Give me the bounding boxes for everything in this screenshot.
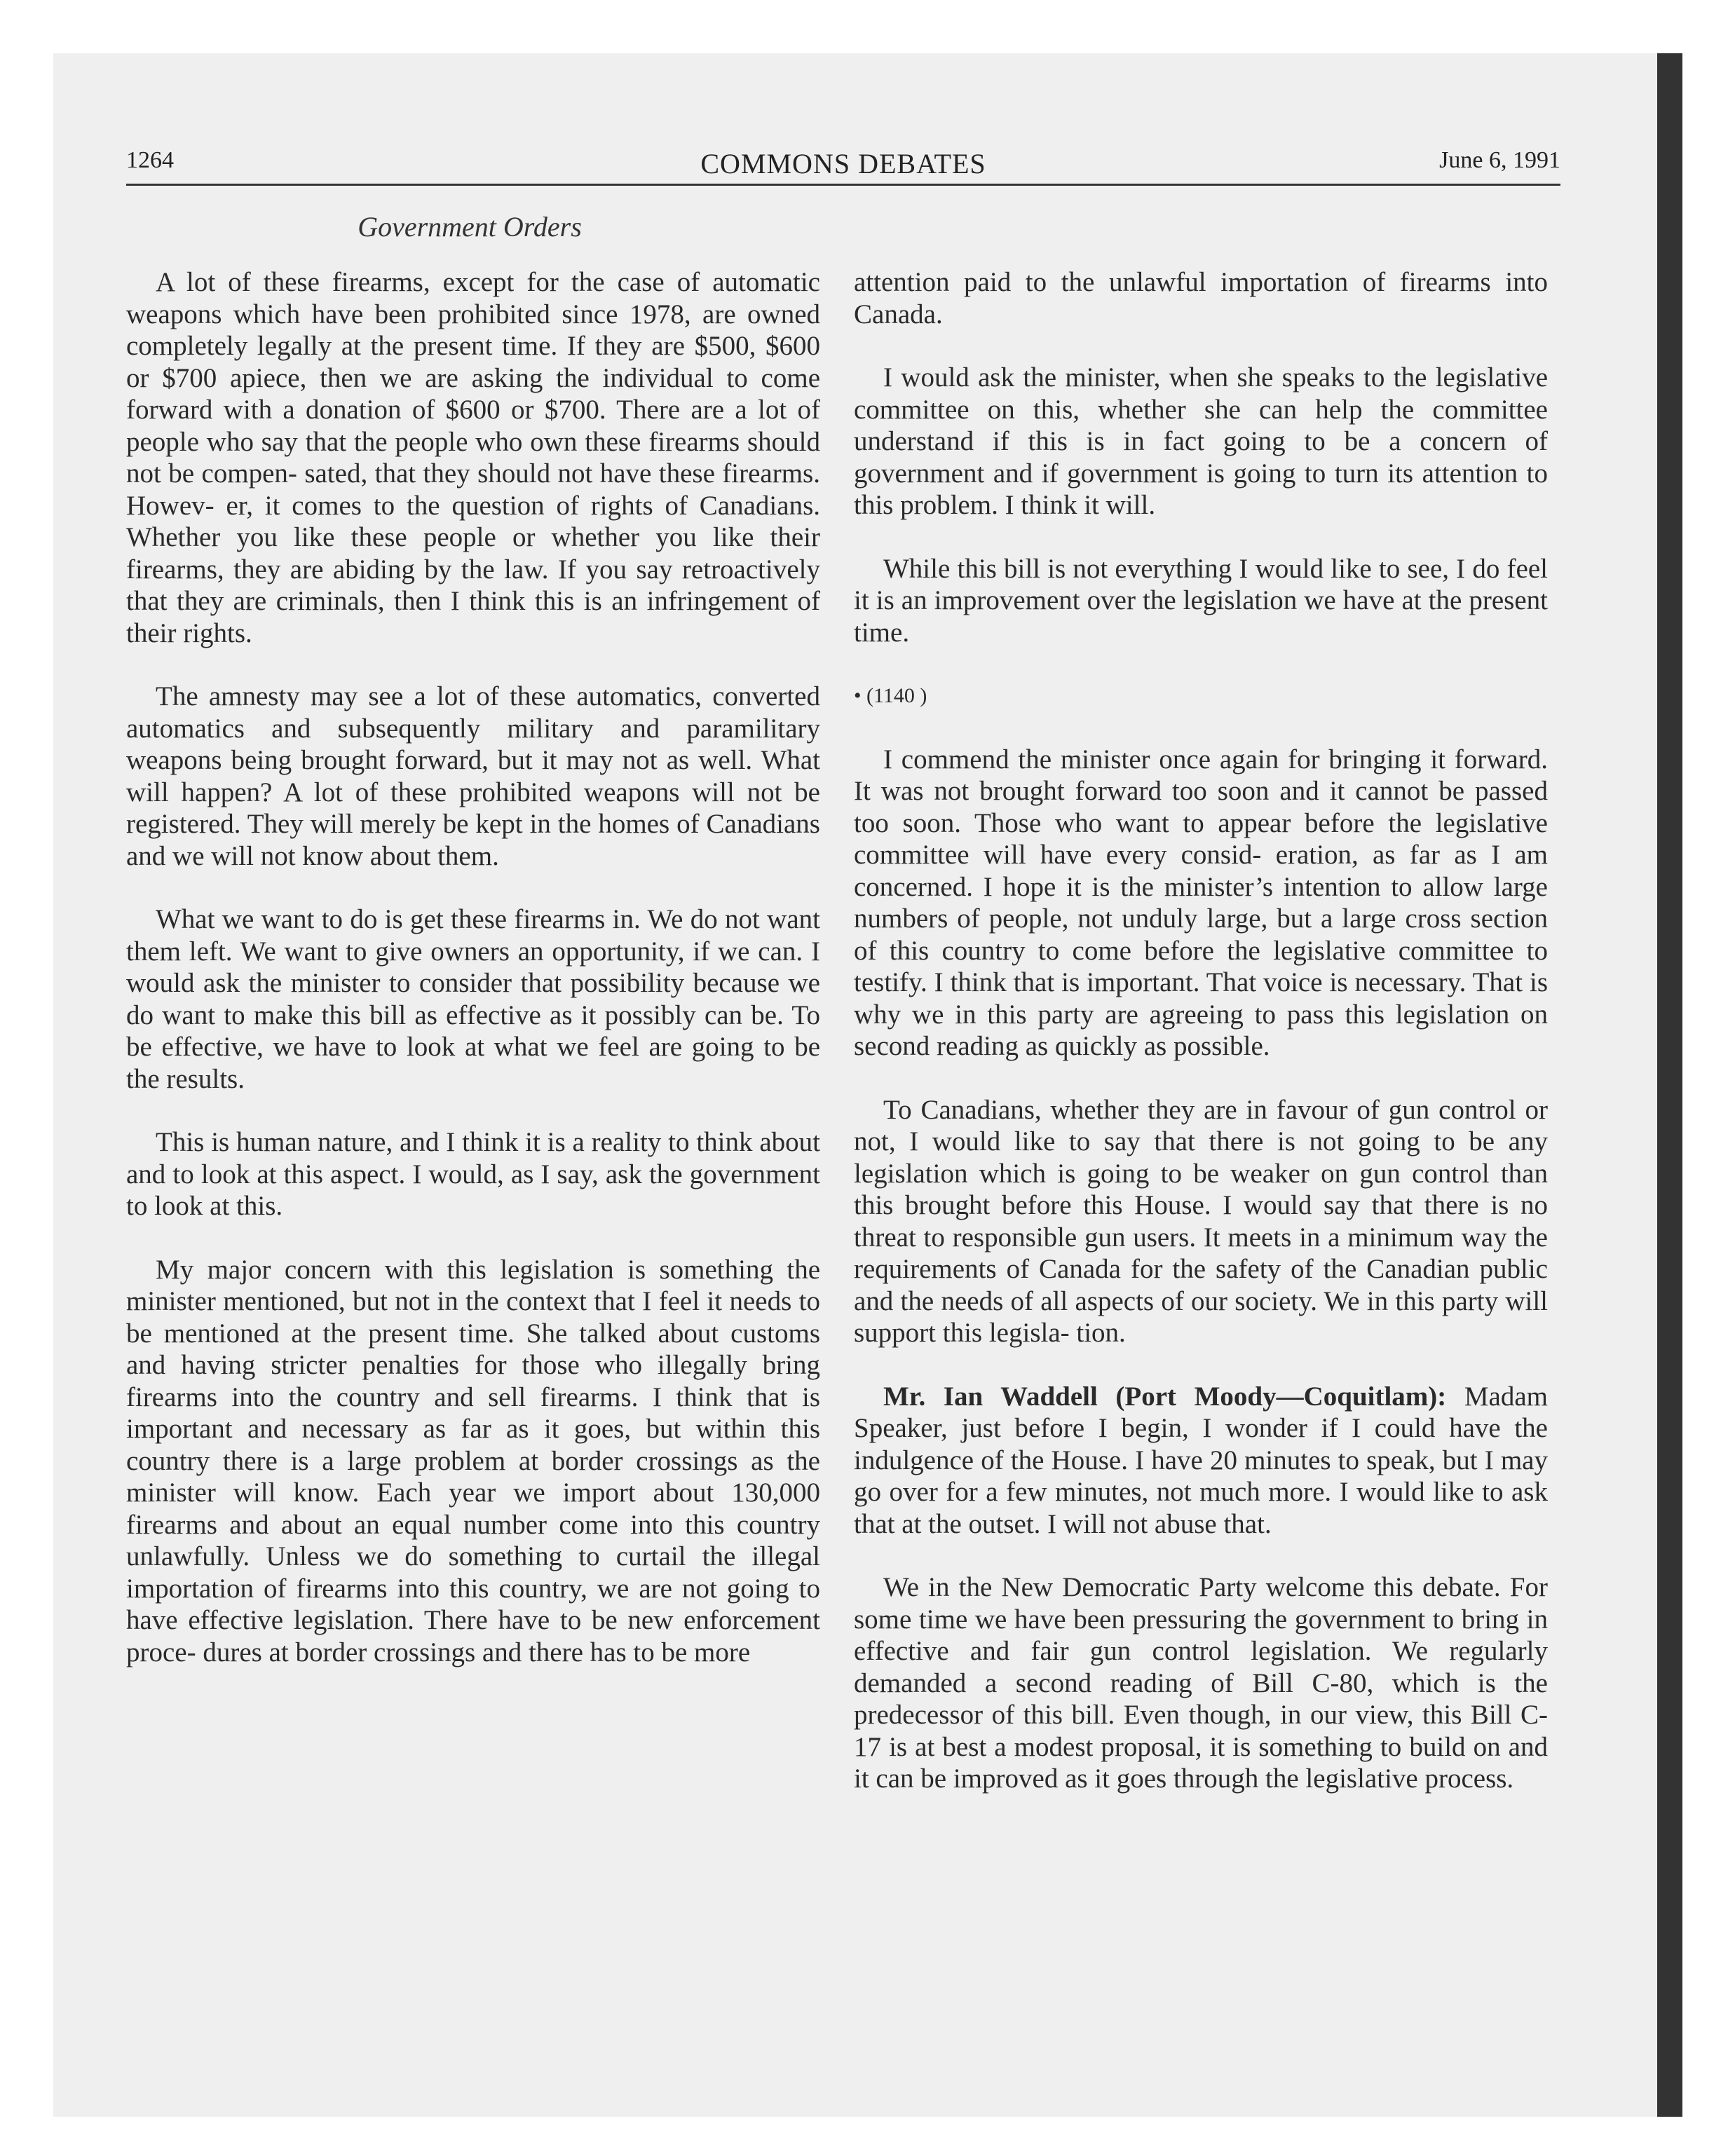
journal-title: COMMONS DEBATES [700,148,986,179]
paragraph: attention paid to the unlawful importation of firearms into Canada. [854,267,1548,329]
left-column [126,266,820,1700]
paragraph: We in the New Democratic Party welcome this debate. For some time we have been pressuring the government to bring in effective and fair gun control legislation. We regularly demanded a second reading of Bill C-80, which is the predecessor of this bill. Even though, in our view, this Bill C-17 is at best a modest proposal, it is something to build on and it can be improved as it goes through the legislative process. [854,1572,1548,1794]
speech-text: Madam Speaker, just before I begin, I wonder if I could have the indulgence of the House. I have 20 minutes to speak, but I may go over for a few minutes, not much more. I would like to ask that at the outset. I will not abuse that. [854,1381,1549,1539]
running-header [126,144,1560,186]
issue-date: June 6, 1991 [1439,147,1560,173]
section-heading: Government Orders [358,211,582,243]
speaker-paragraph [854,1381,1548,1541]
right-column [854,266,1548,1827]
page-edge-shadow [1657,53,1682,2117]
paragraph: While this bill is not everything I would like to see, I do feel it is an improvement over the legislation we have at the present time. [854,553,1548,648]
time-stamp-text: (1140 ) [866,684,927,707]
paragraph: This is human nature, and I think it is a reality to think about and to look at this aspect. I would, as I say, ask the government to look at this. [126,1127,820,1221]
paragraph: A lot of these firearms, except for the case of automatic weapons which have been prohibited since 1978, are owned completely legally at the present time. If they are $500, $600 or $700 apiece, then we are asking the individual to come forward with a donation of $600 or $700. There are a lot of people who say that the people who own these firearms should not be compen- sated, that they should not have these firearms. Howev- er, it comes to the question of rights of Canadians. Whether you like these people or whether you like their firearms, they are abiding by the law. If you say retroactively that they are criminals, then I think this is an infringement of their rights. [126,267,820,648]
paragraph: What we want to do is get these firearms in. We do not want them left. We want to give owners an opportunity, if we can. I would ask the minister to consider that possibility because we do want to make this bill as effective as it possibly can be. To be effective, we have to look at what we feel are going to be the results. [126,904,820,1094]
paragraph: The amnesty may see a lot of these automatics, converted automatics and subsequently military and paramilitary weapons being brought forward, but it may not as well. What will happen? A lot of these prohibited weapons will not be registered. They will merely be kept in the homes of Canadians and we will not know about them. [126,681,820,871]
time-stamp [854,680,1548,712]
bullet-icon: • [854,684,862,707]
paragraph: I commend the minister once again for bringing it forward. It was not brought forward too soon and it cannot be passed too soon. Those who want to appear before the legislative committee will have every consid- eration, as far as I am concerned. I hope it is the minister’s intention to allow large numbers of people, not unduly large, but a large cross section of this country to come before the legislative committee to testify. I think that is important. That voice is necessary. That is why we in this party are agreeing to pass this legislation on second reading as quickly as possible. [854,744,1548,1061]
paragraph: To Canadians, whether they are in favour of gun control or not, I would like to say that there is not going to be any legislation which is going to be weaker on gun control than this brought before this House. I would say that there is no threat to responsible gun users. It meets in a minimum way the requirements of Canada for the safety of the Canadian public and the needs of all aspects of our society. We in this party will support this legisla- tion. [854,1094,1548,1348]
paragraph: I would ask the minister, when she speaks to the legislative committee on this, whether she can help the committee understand if this is in fact going to be a concern of government and if government is going to turn its attention to this problem. I think it will. [854,362,1548,520]
paragraph: My major concern with this legislation is something the minister mentioned, but not in the context that I feel it needs to be mentioned at the present time. She talked about customs and having stricter penalties for those who illegally bring firearms into the country and sell firearms. I think that is important and necessary as far as it goes, but within this country there is a large problem at border crossings as the minister will know. Each year we import about 130,000 firearms and about an equal number come into this country unlawfully. Unless we do something to curtail the illegal importation of firearms into this country, we are not going to have effective legislation. There have to be new enforcement proce- dures at border crossings and there has to be more [126,1254,820,1667]
page-number: 1264 [126,147,174,173]
speaker-name: Mr. Ian Waddell (Port Moody—Coquitlam): [883,1381,1447,1412]
